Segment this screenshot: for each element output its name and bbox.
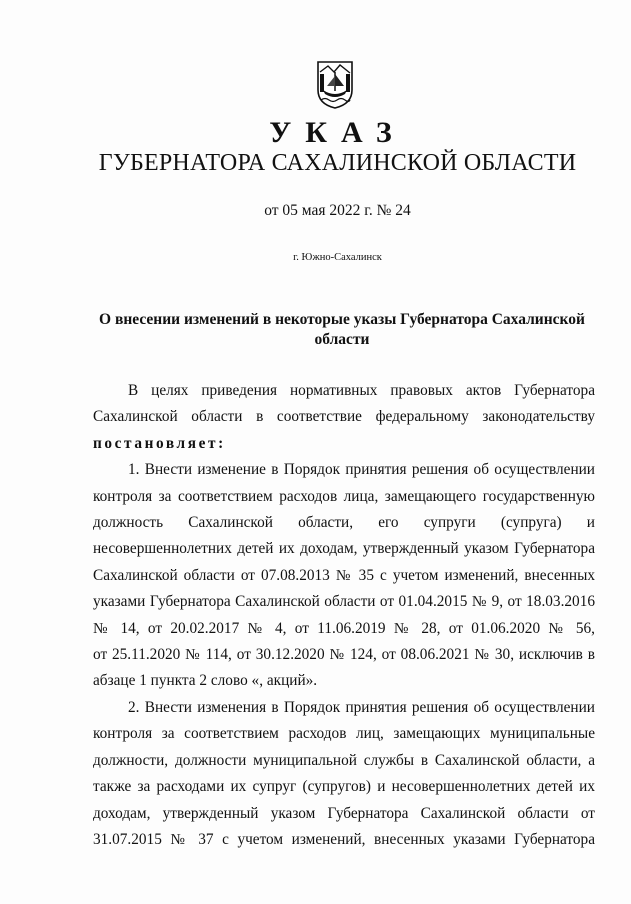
paragraph-2	[93, 695, 595, 853]
text-line: доходам, утвержденный указом Губернатора Сахалинской области от	[93, 804, 595, 822]
coat-of-arms-icon	[316, 60, 354, 110]
text-line: Сахалинской области в соответствие федеральному законодательству	[93, 408, 595, 426]
document-heading	[92, 310, 592, 350]
text-line: также за расходами их супруг (супругов) и несовершеннолетних детей их	[93, 778, 595, 796]
text-line: должность Сахалинской области, его супруги (супруга) и	[93, 514, 595, 532]
text-line: В целях приведения нормативных правовых актов Губернатора	[128, 382, 595, 399]
text-line: несовершеннолетних детей их доходам, утвержденный указом Губернатора	[93, 540, 595, 558]
heading-line: О внесении изменений в некоторые указы Губернатора Сахалинской	[99, 311, 585, 328]
heading-line: области	[314, 331, 370, 348]
text-line: абзаце 1 пункта 2 слово «, акций».	[93, 672, 318, 690]
intro-paragraph	[93, 378, 595, 457]
text-line: контроля за соответствием расходов лица, замещающего государственную	[93, 487, 595, 505]
text-line: № 14, от 20.02.2017 № 4, от 11.06.2019 № 28, от 01.06.2020 № 56,	[93, 619, 595, 637]
document-date-number: от 05 мая 2022 г. № 24	[264, 202, 411, 219]
issuing-authority: ГУБЕРНАТОРА САХАЛИНСКОЙ ОБЛАСТИ	[98, 150, 577, 176]
text-line: 1. Внести изменение в Порядок принятия решения об осуществлении	[128, 461, 595, 479]
text-line: контроля за соответствием расходов лиц, замещающих муниципальные	[93, 725, 595, 743]
text-line: Сахалинской области от 07.08.2013 № 35 с учетом изменений, внесенных	[93, 566, 595, 584]
text-line: указами Губернатора Сахалинской области от 01.04.2015 № 9, от 18.03.2016	[93, 593, 595, 611]
text-line: должности, должности муниципальной службы в Сахалинской области, а	[93, 751, 595, 769]
paragraph-1	[93, 457, 595, 695]
document-type-title: УКАЗ	[269, 116, 406, 149]
decree-word: постановляет:	[93, 434, 226, 452]
text-line: от 25.11.2020 № 114, от 30.12.2020 № 124, от 08.06.2021 № 30, исключив в	[93, 646, 595, 664]
text-line: 2. Внести изменения в Порядок принятия решения об осуществлении	[128, 698, 595, 716]
document-city: г. Южно-Сахалинск	[293, 252, 382, 263]
document-body	[93, 378, 595, 853]
text-line: 31.07.2015 № 37 с учетом изменений, внесенных указами Губернатора	[93, 830, 595, 848]
